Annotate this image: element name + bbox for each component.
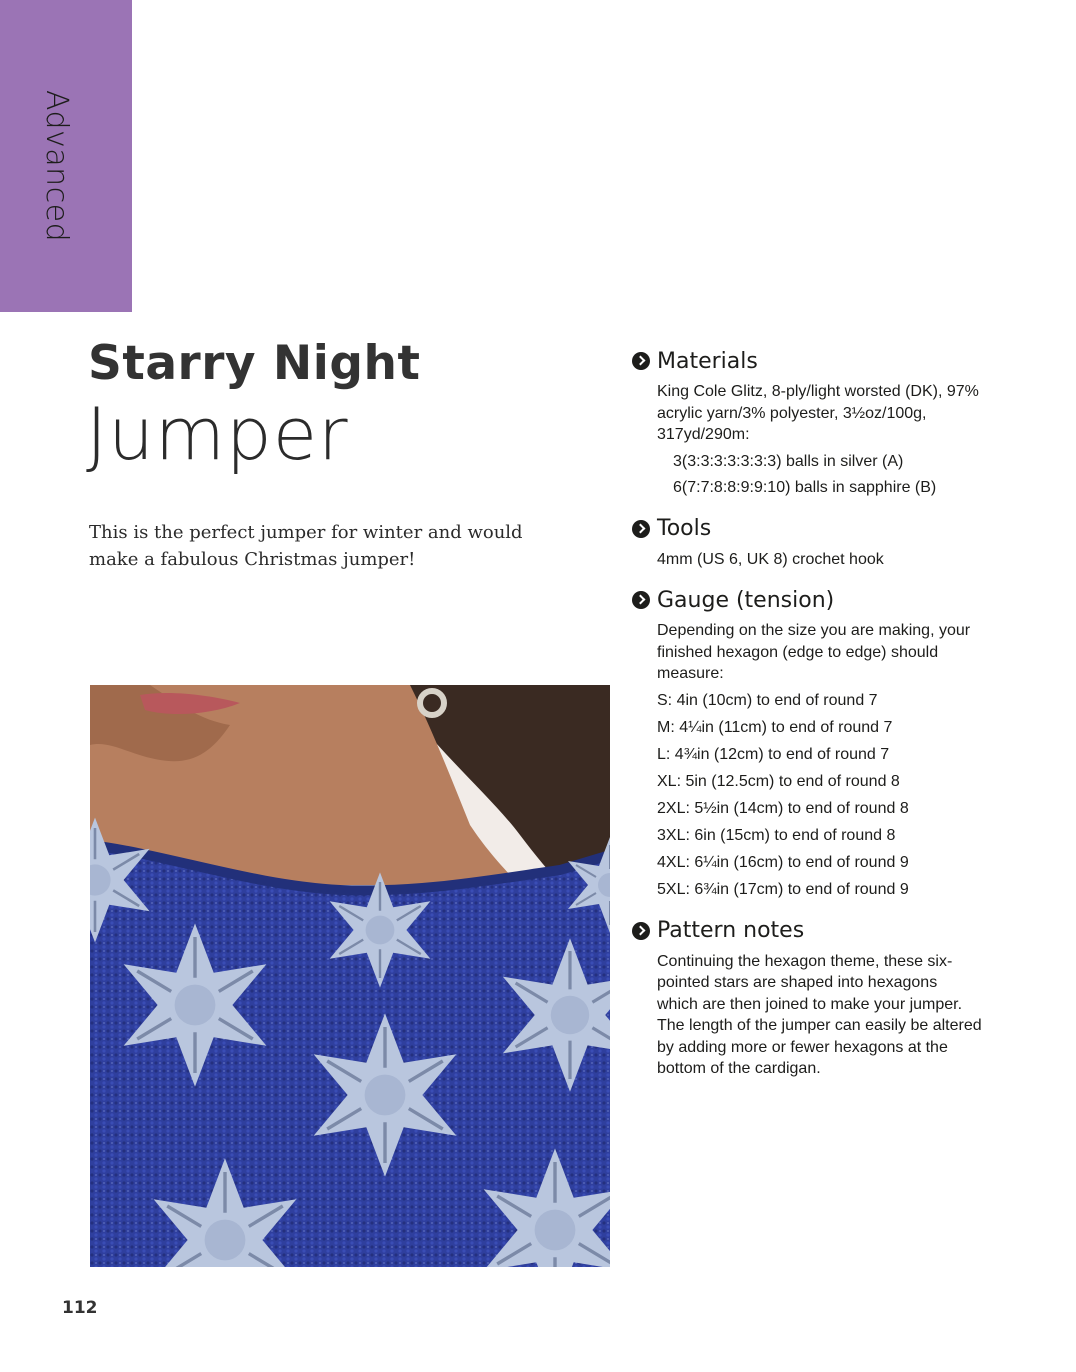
gauge-line: L: 4¾in (12cm) to end of round 7: [657, 746, 890, 763]
materials-item: 6(7:7:8:8:9:9:10) balls in sapphire (B): [673, 479, 937, 496]
materials-heading-text: Materials: [657, 348, 758, 374]
arrow-right-circle-icon: [632, 520, 650, 538]
gauge-line: M: 4¼in (11cm) to end of round 7: [657, 719, 893, 736]
page-number: 112: [62, 1298, 98, 1318]
gauge-line: 4XL: 6¼in (16cm) to end of round 9: [657, 854, 909, 871]
intro-text: This is the perfect jumper for winter and would make a fabulous Christmas jumper!: [89, 522, 523, 570]
title-line-1: Starry Night: [88, 336, 421, 391]
gauge-section: [632, 584, 982, 901]
tools-section: [632, 513, 982, 571]
materials-yarn: King Cole Glitz, 8-ply/light worsted (DK), 97% acrylic yarn/3% polyester, 3½oz/100g, 317yd/290m:: [657, 383, 979, 443]
gauge-intro: Depending on the size you are making, your finished hexagon (edge to edge) should measure:: [657, 622, 971, 682]
tools-body: 4mm (US 6, UK 8) crochet hook: [657, 550, 884, 568]
materials-section: [632, 345, 982, 499]
gauge-line: 3XL: 6in (15cm) to end of round 8: [657, 827, 896, 844]
tools-heading: [632, 513, 982, 545]
gauge-line: XL: 5in (12.5cm) to end of round 8: [657, 773, 900, 790]
section-tab-label: Advanced: [39, 90, 74, 243]
materials-body: [657, 381, 982, 499]
section-tab: [0, 0, 132, 312]
gauge-body: [657, 620, 982, 901]
pattern-details: [632, 345, 982, 1094]
tools-heading-text: Tools: [657, 516, 712, 541]
notes-body: Continuing the hexagon theme, these six-pointed stars are shaped into hexagons which are then joined to make your jumper. The length of the jumper can easily be altered by adding more or fewer hexagons at the bottom of the cardigan.: [657, 952, 982, 1077]
gauge-line: 2XL: 5½in (14cm) to end of round 8: [657, 800, 909, 817]
notes-section: [632, 915, 982, 1080]
notes-heading-text: Pattern notes: [657, 918, 805, 943]
arrow-right-circle-icon: [632, 352, 650, 370]
gauge-heading: [632, 584, 982, 616]
arrow-right-circle-icon: [632, 922, 650, 940]
title-line-2: Jumper: [86, 392, 349, 476]
materials-item: 3(3:3:3:3:3:3:3) balls in silver (A): [673, 452, 904, 470]
materials-heading: [632, 345, 982, 377]
gauge-heading-text: Gauge (tension): [657, 587, 835, 613]
notes-heading: [632, 915, 982, 947]
gauge-line: 5XL: 6¾in (17cm) to end of round 9: [657, 881, 909, 898]
jumper-photo: [90, 685, 610, 1267]
arrow-right-circle-icon: [632, 591, 650, 609]
gauge-line: S: 4in (10cm) to end of round 7: [657, 692, 878, 709]
